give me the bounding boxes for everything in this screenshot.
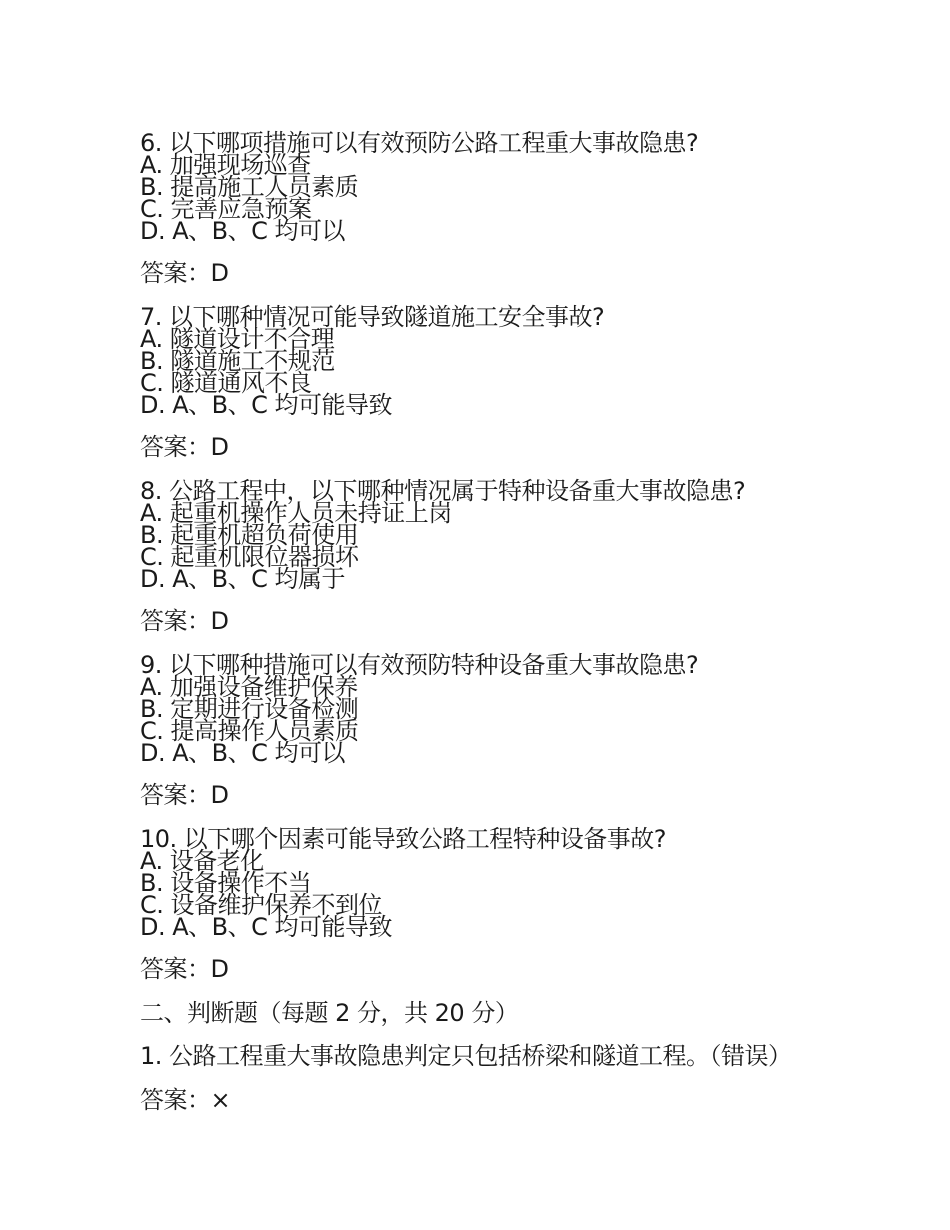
question-stem: 10. 以下哪个因素可能导致公路工程特种设备事故? [140,825,667,853]
option-b: B. 提高施工人员素质 [140,173,359,201]
option-d: D. A、B、C 均可能导致 [140,913,393,941]
option-d: D. A、B、C 均可以 [140,217,346,245]
answer: 答案：D [140,955,229,983]
answer: 答案：D [140,607,229,635]
option-d: D. A、B、C 均属于 [140,565,346,593]
option-d: D. A、B、C 均可能导致 [140,391,393,419]
answer: 答案：D [140,259,229,287]
question-stem: 8. 公路工程中，以下哪种情况属于特种设备重大事故隐患? [140,477,746,505]
option-a: A. 加强设备维护保养 [140,673,358,701]
option-c: C. 完善应急预案 [140,195,312,223]
question-stem: 6. 以下哪项措施可以有效预防公路工程重大事故隐患? [140,129,699,157]
option-b: B. 设备操作不当 [140,869,312,897]
option-c: C. 设备维护保养不到位 [140,891,383,919]
option-c: C. 隧道通风不良 [140,369,312,397]
option-b: B. 起重机超负荷使用 [140,521,359,549]
question-stem: 1. 公路工程重大事故隐患判定只包括桥梁和隧道工程。（错误） [140,1042,792,1070]
question-stem: 7. 以下哪种情况可能导致隧道施工安全事故? [140,303,605,331]
option-c: C. 起重机限位器损坏 [140,543,359,571]
question-stem: 9. 以下哪种措施可以有效预防特种设备重大事故隐患? [140,651,699,679]
option-a: A. 起重机操作人员未持证上岗 [140,499,452,527]
option-a: A. 设备老化 [140,847,264,875]
answer: 答案：D [140,433,229,461]
answer: 答案：D [140,781,229,809]
option-b: B. 定期进行设备检测 [140,695,359,723]
option-a: A. 隧道设计不合理 [140,325,335,353]
option-b: B. 隧道施工不规范 [140,347,335,375]
option-a: A. 加强现场巡查 [140,151,311,179]
answer: 答案：× [140,1086,231,1114]
section-heading: 二、判断题（每题 2 分，共 20 分） [140,999,519,1027]
option-c: C. 提高操作人员素质 [140,717,359,745]
option-d: D. A、B、C 均可以 [140,739,346,767]
